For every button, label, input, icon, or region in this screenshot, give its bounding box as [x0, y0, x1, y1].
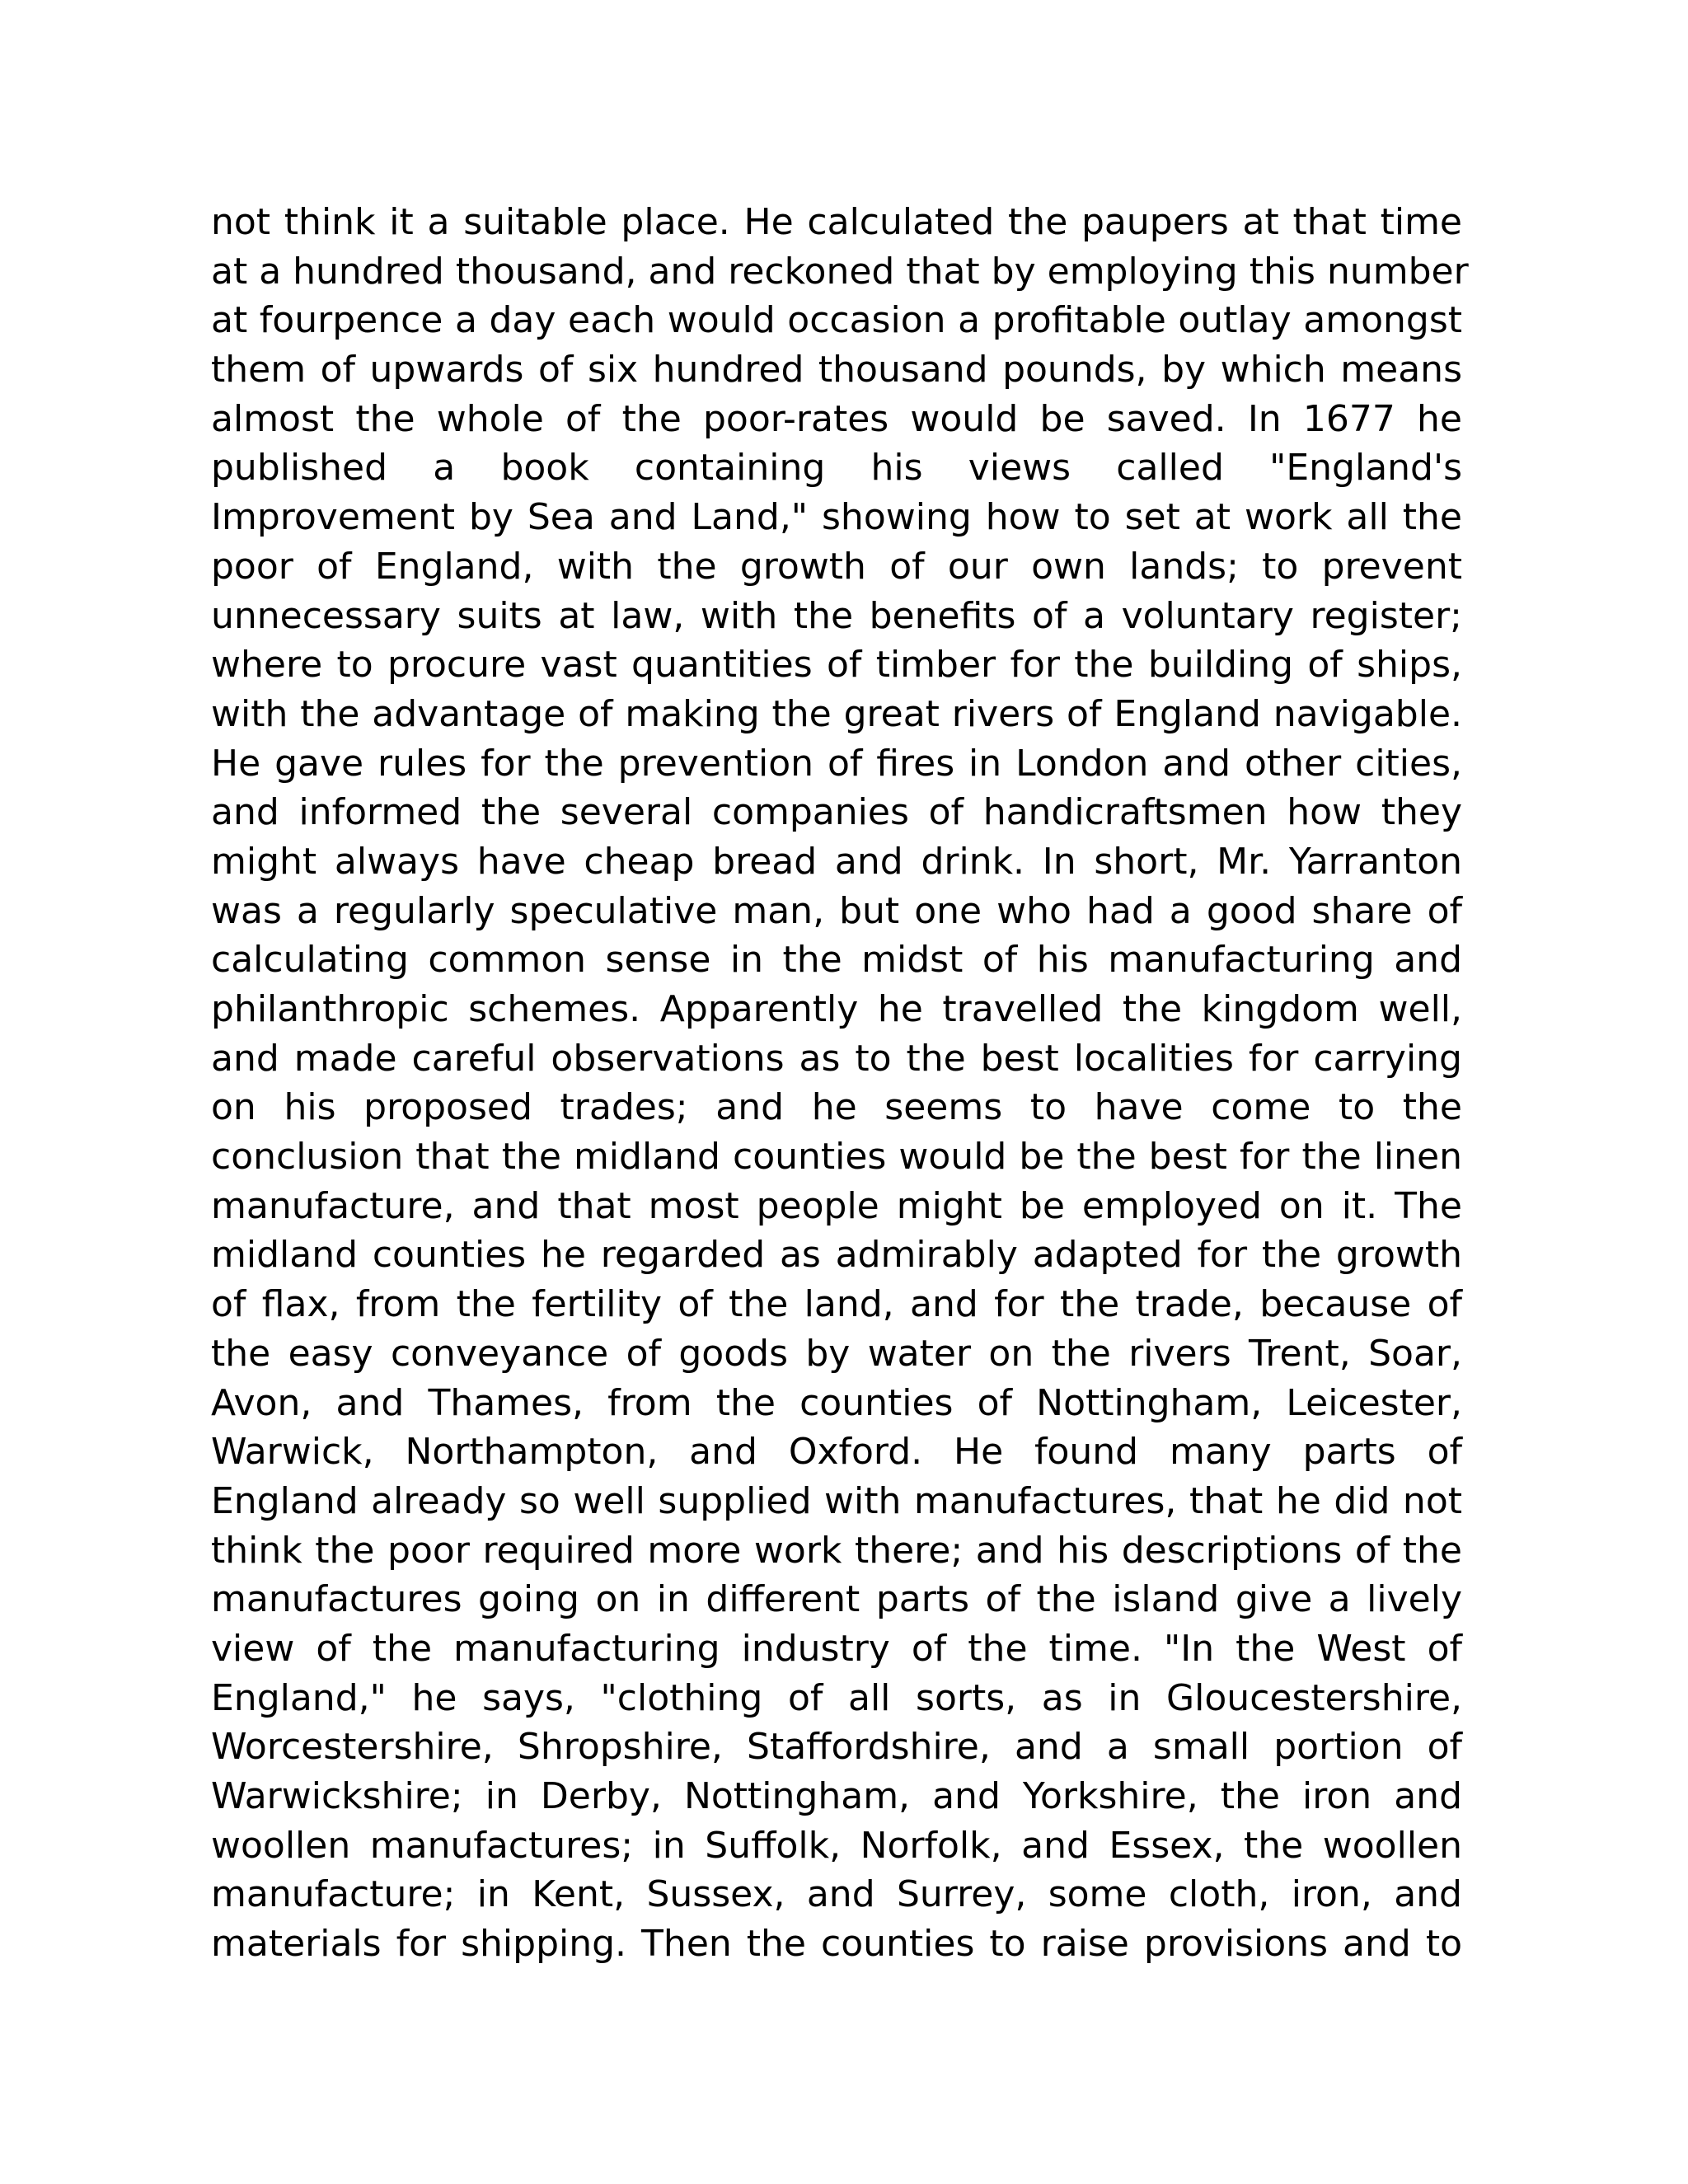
- text-line: was a regularly speculative man, but one who had a good share of: [211, 889, 1462, 932]
- text-line: think the poor required more work there; and his descriptions of the: [211, 1529, 1462, 1572]
- text-line: England," he says, "clothing of all sorts, as in Gloucestershire,: [211, 1676, 1462, 1719]
- text-line: and informed the several companies of handicraftsmen how they: [211, 791, 1462, 834]
- text-line: might always have cheap bread and drink. In short, Mr. Yarranton: [211, 840, 1462, 883]
- text-line: unnecessary suits at law, with the benefits of a voluntary register;: [211, 594, 1462, 637]
- text-line: manufactures going on in different parts of the island give a lively: [211, 1578, 1462, 1621]
- text-line: England already so well supplied with manufactures, that he did not: [211, 1479, 1462, 1522]
- text-line: manufacture, and that most people might be employed on it. The: [211, 1184, 1462, 1227]
- text-line: manufacture; in Kent, Sussex, and Surrey, some cloth, iron, and: [211, 1873, 1462, 1916]
- text-line: conclusion that the midland counties would be the best for the linen: [211, 1136, 1462, 1179]
- text-line: materials for shipping. Then the counties to raise provisions and to: [211, 1923, 1462, 1966]
- text-line: Worcestershire, Shropshire, Staffordshire, and a small portion of: [211, 1726, 1462, 1769]
- text-line: at a hundred thousand, and reckoned that by employing this number: [211, 250, 1469, 293]
- text-line: Warwick, Northampton, and Oxford. He found many parts of: [211, 1431, 1462, 1474]
- text-line: on his proposed trades; and he seems to have come to the: [211, 1086, 1462, 1129]
- text-line: them of upwards of six hundred thousand pounds, by which means: [211, 349, 1462, 391]
- text-line: midland counties he regarded as admirably adapted for the growth: [211, 1234, 1462, 1277]
- text-line: the easy conveyance of goods by water on the rivers Trent, Soar,: [211, 1332, 1462, 1375]
- text-line: where to procure vast quantities of timber for the building of ships,: [211, 644, 1462, 687]
- text-line: Warwickshire; in Derby, Nottingham, and Yorkshire, the iron and: [211, 1775, 1462, 1817]
- text-line: poor of England, with the growth of our own lands; to prevent: [211, 545, 1462, 588]
- text-line: philanthropic schemes. Apparently he travelled the kingdom well,: [211, 988, 1462, 1030]
- text-line: not think it a suitable place. He calculated the paupers at that time: [211, 201, 1462, 243]
- text-line: Avon, and Thames, from the counties of Nottingham, Leicester,: [211, 1381, 1462, 1424]
- text-line: calculating common sense in the midst of his manufacturing and: [211, 939, 1462, 982]
- text-line: of flax, from the fertility of the land, and for the trade, because of: [211, 1283, 1462, 1326]
- text-line: and made careful observations as to the best localities for carrying: [211, 1037, 1462, 1080]
- text-line: with the advantage of making the great rivers of England navigable.: [211, 692, 1462, 735]
- text-line: woollen manufactures; in Suffolk, Norfolk, and Essex, the woollen: [211, 1824, 1462, 1867]
- text-line: published a book containing his views called "England's: [211, 447, 1462, 490]
- text-line: at fourpence a day each would occasion a profitable outlay amongst: [211, 299, 1462, 342]
- text-line: He gave rules for the prevention of fires in London and other cities,: [211, 742, 1462, 785]
- text-line: view of the manufacturing industry of the time. "In the West of: [211, 1627, 1462, 1670]
- text-line: almost the whole of the poor-rates would be saved. In 1677 he: [211, 397, 1462, 440]
- body-text: [211, 198, 1469, 1969]
- text-line: Improvement by Sea and Land," showing how to set at work all the: [211, 496, 1462, 539]
